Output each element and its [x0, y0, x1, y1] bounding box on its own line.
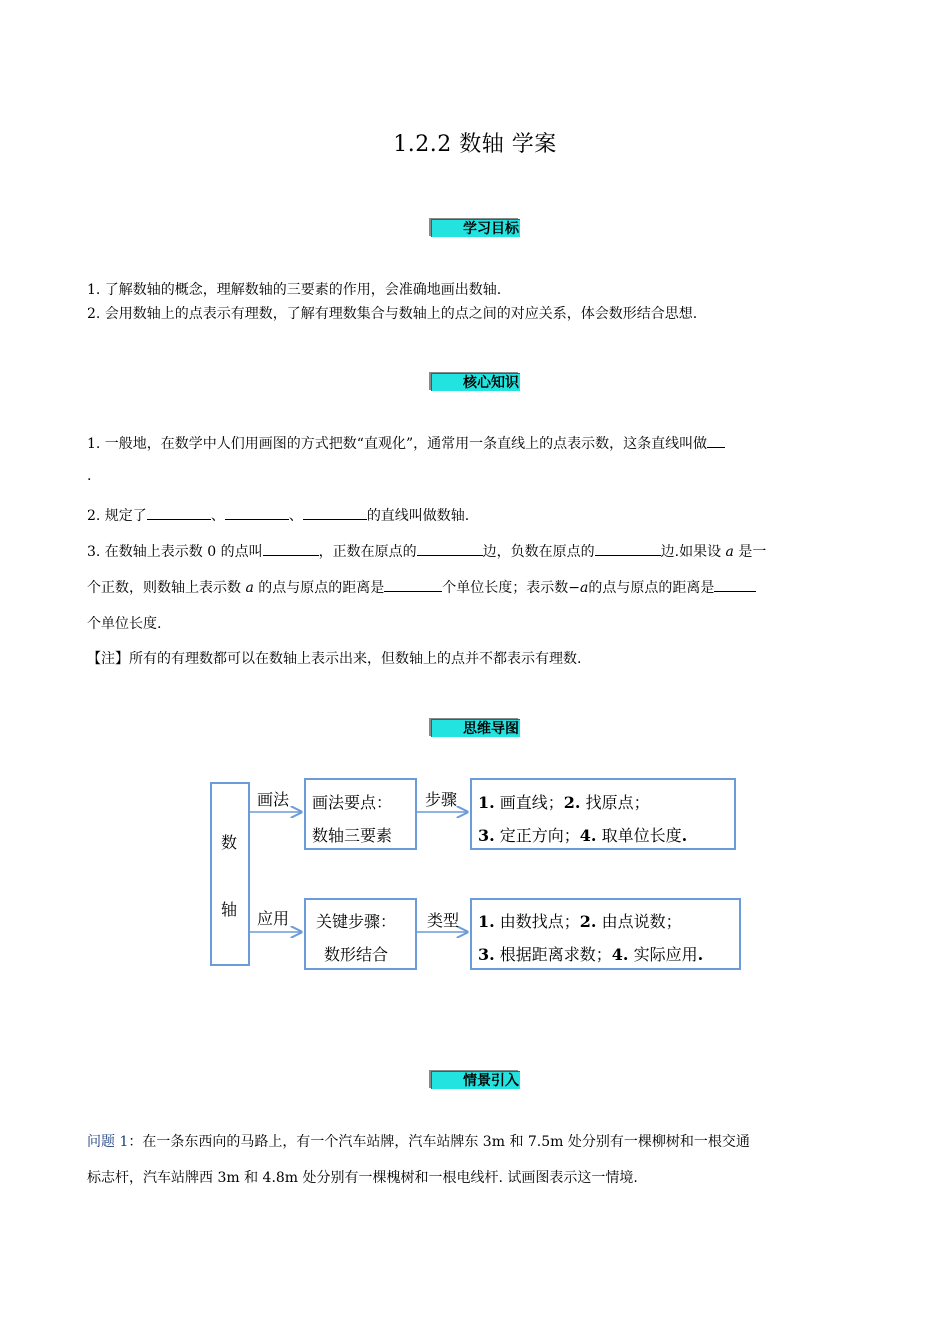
knowledge-item-3-line3: 个单位长度. [87, 616, 162, 632]
mindmap-label-buzhou: 步骤 [425, 790, 458, 809]
intro-problem-line1: 问题 1：在一条东西向的马路上，有一个汽车站牌，汽车站牌东 3m 和 7.5m 处分别有一棵柳树和一根交通 [87, 1134, 750, 1150]
intro-problem-line2: 标志杆，汽车站牌西 3m 和 4.8m 处分别有一棵槐树和一根电线杆. 试画图表示这一情境. [87, 1170, 638, 1186]
mindmap-steps-line2: 3. 定正方向；4. 取单位长度. [478, 826, 688, 845]
knowledge-item-3-line2: 个正数，则数轴上表示数 a 的点与原点的距离是 个单位长度；表示数−a的点与原点的距离是 [87, 577, 756, 597]
mindmap-box-huafa-line2: 数轴三要素 [312, 826, 393, 845]
mindmap-types-line2: 3. 根据距离求数；4. 实际应用. [478, 945, 704, 964]
page-title: 1.2.2 数轴 学案 [393, 132, 557, 157]
problem-label: 问题 1 [87, 1134, 129, 1150]
mindmap-box-yingyong-line1: 关键步骤： [316, 912, 397, 931]
section-header-intro: 情景引入 [431, 1071, 520, 1089]
mindmap-box-yingyong-line2: 数形结合 [324, 945, 389, 964]
knowledge-item-1-end: . [87, 468, 92, 484]
mindmap-types-line1: 1. 由数找点；2. 由点说数； [478, 912, 682, 931]
section-header-mindmap: 思维导图 [431, 719, 520, 737]
section-header-core: 核心知识 [431, 373, 520, 391]
section-header-goals: 学习目标 [431, 219, 520, 237]
mindmap-label-leixing: 类型 [427, 911, 460, 930]
goal-item-2: 2. 会用数轴上的点表示有理数，了解有理数集合与数轴上的点之间的对应关系，体会数形结合思想. [87, 306, 698, 322]
note: 【注】所有的有理数都可以在数轴上表示出来，但数轴上的点并不都表示有理数. [87, 651, 582, 667]
knowledge-item-3-line1: 3. 在数轴上表示数 0 的点叫 ，正数在原点的 边，负数在原点的 边.如果设 a 是一 [87, 541, 766, 561]
mindmap-branch-huafa: 画法 [257, 790, 290, 809]
mindmap-branch-yingyong: 应用 [257, 909, 290, 928]
knowledge-item-2: 2. 规定了 、 、 的直线叫做数轴. [87, 505, 469, 525]
mindmap-root-box [210, 782, 250, 966]
mindmap-box-huafa-line1: 画法要点： [312, 793, 393, 812]
knowledge-item-1: 1. 一般地，在数学中人们用画图的方式把数“直观化”，通常用一条直线上的点表示数，这条直线叫做 [87, 433, 725, 453]
mindmap-root-char-1: 数 [221, 833, 238, 852]
mindmap-steps-line1: 1. 画直线；2. 找原点； [478, 793, 650, 812]
mindmap-root-char-2: 轴 [221, 900, 238, 919]
goal-item-1: 1. 了解数轴的概念，理解数轴的三要素的作用，会准确地画出数轴. [87, 282, 502, 298]
